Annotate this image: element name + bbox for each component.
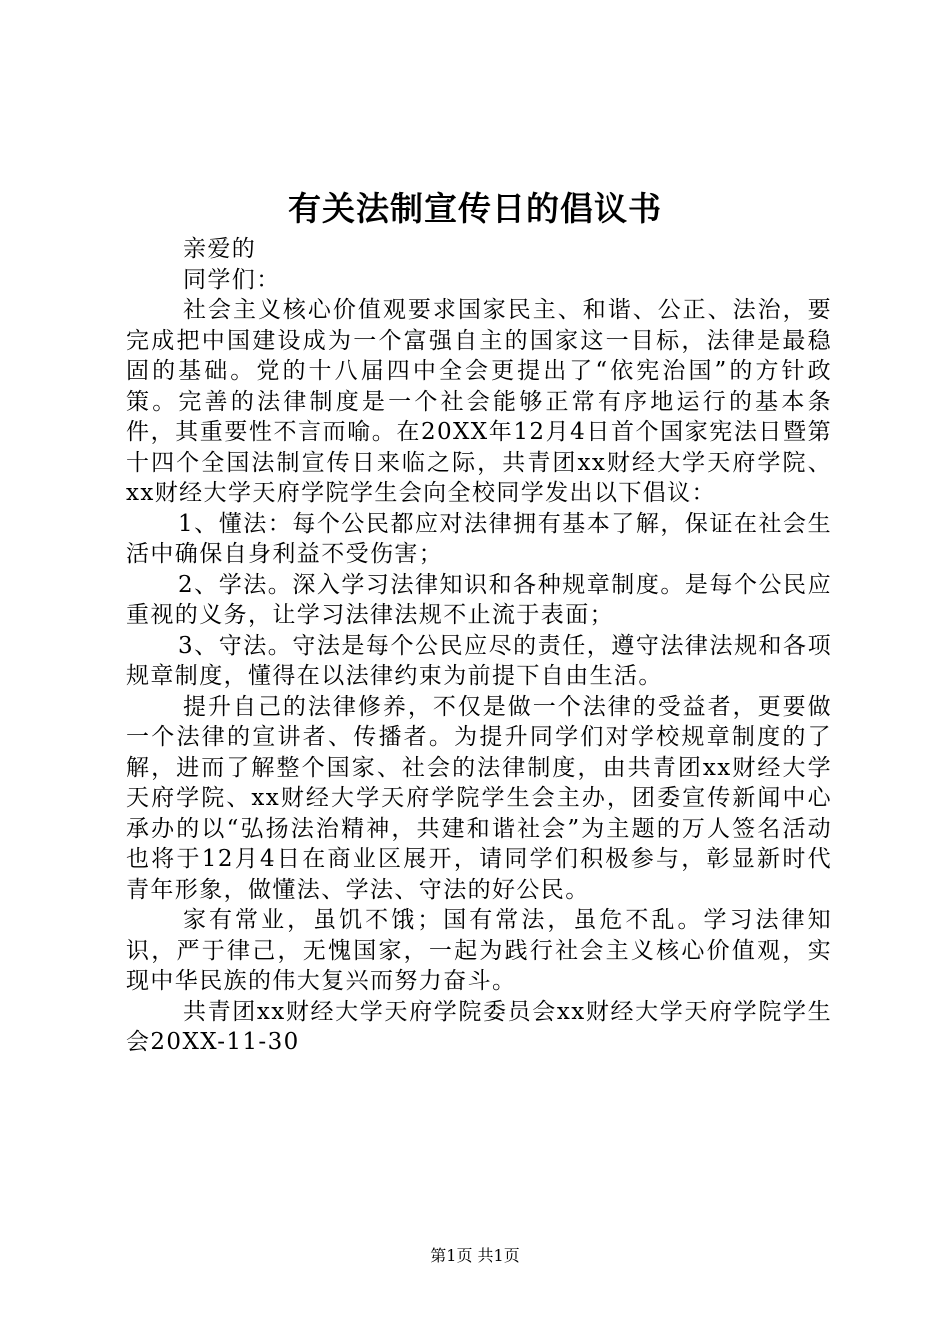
salutation-line-2: 同学们：: [183, 266, 281, 293]
page-number: 第1页 共1页: [430, 1246, 520, 1265]
paragraph-closing: 家有常业，虽饥不饿；国有常法，虽危不乱。学习法律知识，严于律己，无愧国家，一起为践行社会主义核心价值观，实现中华民族的伟大复兴而努力奋斗。: [126, 907, 832, 994]
salutation-line-1: 亲爱的: [183, 236, 257, 262]
list-item-obey-law: 3、守法。守法是每个公民应尽的责任，遵守法律法规和各项规章制度，懂得在以法律约束为前提下自由生活。: [126, 632, 832, 689]
document-body: [126, 234, 832, 1058]
paragraph-intro: 社会主义核心价值观要求国家民主、和谐、公正、法治，要完成把中国建设成为一个富强自主的国家这一目标，法律是最稳固的基础。党的十八届四中全会更提出了“依宪治国”的方针政策。完善的法律制度是一个社会能够正常有序地运行的基本条件，其重要性不言而喻。在20XX年12月4日首个国家宪法日暨第十四个全国法制宣传日来临之际，共青团xx财经大学天府学院、xx财经大学天府学院学生会向全校同学发出以下倡议：: [126, 297, 832, 506]
paragraph-activity: 提升自己的法律修养，不仅是做一个法律的受益者，更要做一个法律的宣讲者、传播者。为提升同学们对学校规章制度的了解，进而了解整个国家、社会的法律制度，由共青团xx财经大学天府学院、xx财经大学天府学院学生会主办，团委宣传新闻中心承办的以“弘扬法治精神，共建和谐社会”为主题的万人签名活动也将于12月4日在商业区展开，请同学们积极参与，彰显新时代青年形象，做懂法、学法、守法的好公民。: [126, 693, 832, 903]
list-item-understand-law: 1、懂法：每个公民都应对法律拥有基本了解，保证在社会生活中确保自身利益不受伤害；: [126, 510, 832, 567]
document-title: 有关法制宣传日的倡议书: [288, 189, 662, 228]
signature-block: 共青团xx财经大学天府学院委员会xx财经大学天府学院学生会20XX-11-30: [126, 998, 832, 1055]
list-item-learn-law: 2、学法。深入学习法律知识和各种规章制度。是每个公民应重视的义务，让学习法律法规不止流于表面；: [126, 571, 832, 628]
